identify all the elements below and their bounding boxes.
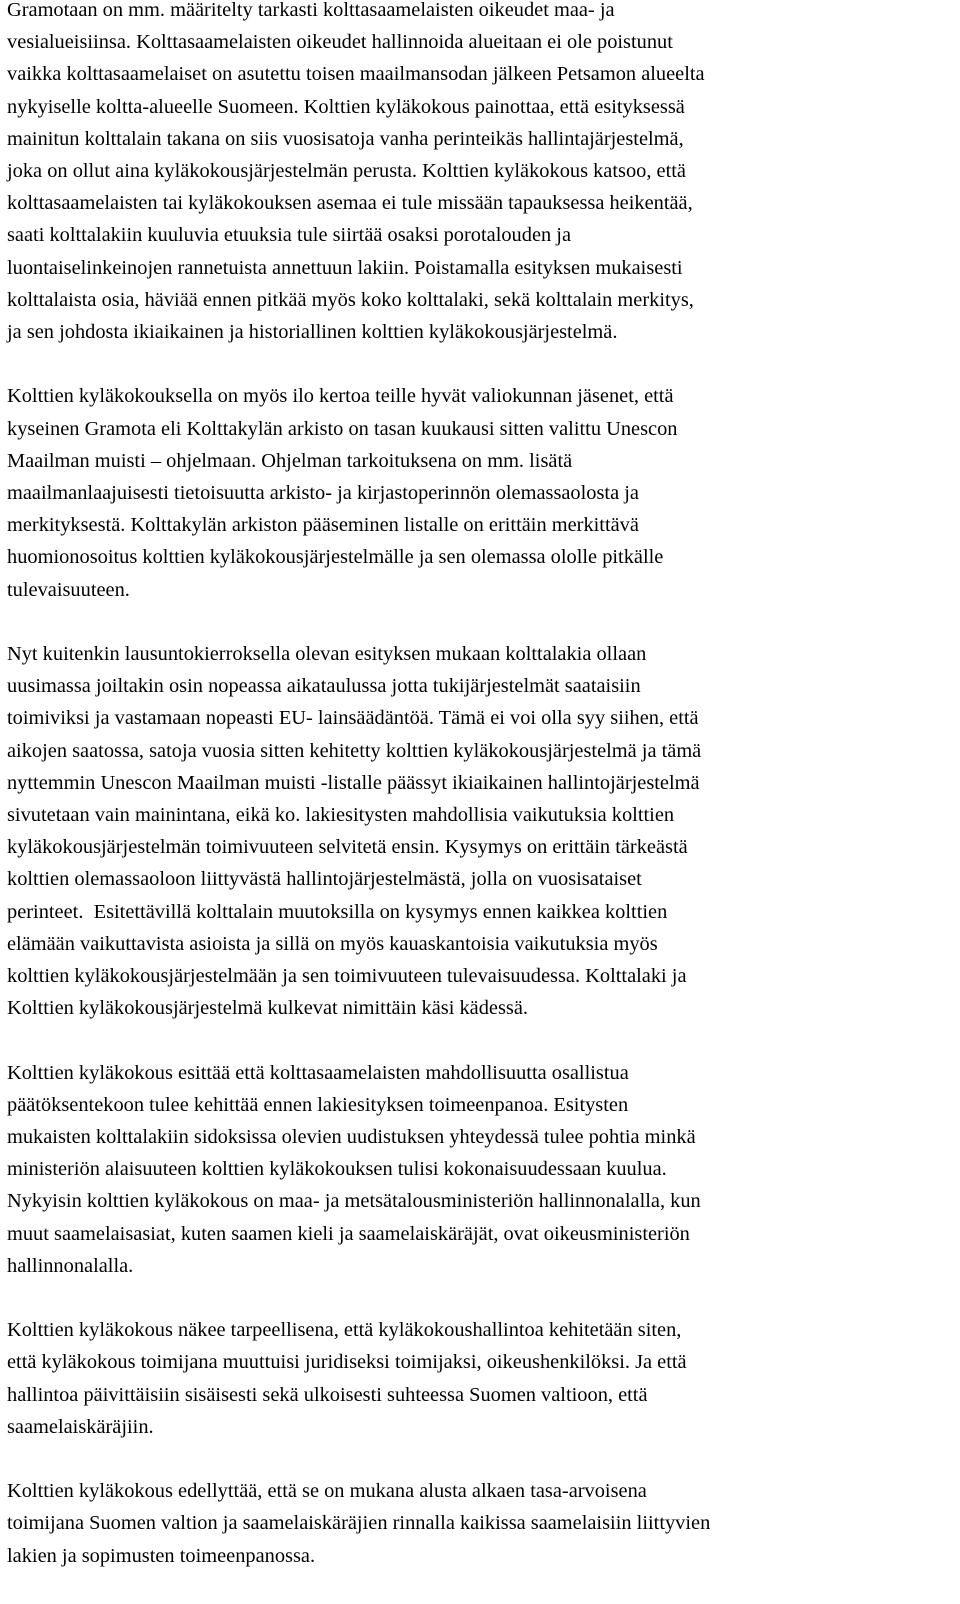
document-body	[7, 0, 957, 1572]
text-line: Nyt kuitenkin lausuntokierroksella olevan esityksen mukaan kolttalakia ollaan	[7, 643, 647, 666]
paragraph-1	[7, 0, 957, 348]
text-line: toimijana Suomen valtion ja saamelaiskäräjien rinnalla kaikissa saamelaisiin liittyvien	[7, 1512, 711, 1535]
text-line: joka on ollut aina kyläkokousjärjestelmän perusta. Kolttien kyläkokous katsoo, että	[7, 160, 686, 183]
text-line: hallinnonalalla.	[7, 1254, 134, 1277]
text-line: elämään vaikuttavista asioista ja sillä on myös kauaskantoisia vaikutuksia myös	[7, 932, 658, 955]
text-line: kyseinen Gramota eli Kolttakylän arkisto on tasan kuukausi sitten valittu Unescon	[7, 417, 678, 440]
text-line: huomionosoitus kolttien kyläkokousjärjestelmälle ja sen olemassa ololle pitkälle	[7, 546, 664, 569]
text-line: Gramotaan on mm. määritelty tarkasti kolttasaamelaisten oikeudet maa- ja	[7, 0, 615, 21]
text-line: ja sen johdosta ikiaikainen ja historiallinen kolttien kyläkokousjärjestelmä.	[7, 321, 618, 344]
text-line: uusimassa joiltakin osin nopeassa aikataulussa jotta tukijärjestelmät saataisiin	[7, 675, 641, 698]
text-line: Kolttien kyläkokous esittää että kolttasaamelaisten mahdollisuutta osallistua	[7, 1061, 629, 1084]
text-line: Kolttien kyläkokouksella on myös ilo kertoa teille hyvät valiokunnan jäsenet, että	[7, 385, 674, 408]
text-line: aikojen saatossa, satoja vuosia sitten kehitetty kolttien kyläkokousjärjestelmä ja tämä	[7, 739, 702, 762]
text-line: kolttien kyläkokousjärjestelmään ja sen toimivuuteen tulevaisuudessa. Kolttalaki ja	[7, 965, 687, 988]
text-line: kolttien olemassaoloon liittyvästä hallintojärjestelmästä, jolla on vuosisataiset	[7, 868, 642, 891]
text-line: Kolttien kyläkokous näkee tarpeellisena, että kyläkokoushallintoa kehitetään siten,	[7, 1319, 682, 1342]
text-line: Maailman muisti – ohjelmaan. Ohjelman tarkoituksena on mm. lisätä	[7, 449, 573, 472]
text-line: mukaisten kolttalakiin sidoksissa olevien uudistuksen yhteydessä tulee pohtia minkä	[7, 1126, 696, 1149]
paragraph-6	[7, 1475, 957, 1572]
text-line: mainitun kolttalain takana on siis vuosisatoja vanha perinteikäs hallintajärjestelmä,	[7, 127, 684, 150]
text-line: päätöksentekoon tulee kehittää ennen lakiesityksen toimeenpanoa. Esitysten	[7, 1093, 629, 1116]
text-line: Kolttien kyläkokousjärjestelmä kulkevat nimittäin käsi kädessä.	[7, 997, 528, 1020]
text-line: nyttemmin Unescon Maailman muisti -listalle päässyt ikiaikainen hallintojärjestelmä	[7, 771, 700, 794]
text-line: kolttasaamelaisten tai kyläkokouksen asemaa ei tule missään tapauksessa heikentää,	[7, 192, 693, 215]
text-line: merkityksestä. Kolttakylän arkiston pääseminen listalle on erittäin merkittävä	[7, 514, 639, 537]
text-line: luontaiselinkeinojen rannetuista annettuun lakiin. Poistamalla esityksen mukaisesti	[7, 256, 683, 279]
text-line: muut saamelaisasiat, kuten saamen kieli ja saamelaiskäräjät, ovat oikeusministeriön	[7, 1222, 690, 1245]
text-line: kolttalaista osia, häviää ennen pitkää myös koko kolttalaki, sekä kolttalain merkitys,	[7, 288, 694, 311]
text-line: sivutetaan vain mainintana, eikä ko. lakiesitysten mahdollisia vaikutuksia kolttien	[7, 804, 675, 827]
paragraph-3	[7, 638, 957, 1024]
text-line: toimiviksi ja vastamaan nopeasti EU- lainsäädäntöä. Tämä ei voi olla syy siihen, että	[7, 707, 699, 730]
text-line: Nykyisin kolttien kyläkokous on maa- ja metsätalousministeriön hallinnonalalla, kun	[7, 1190, 701, 1213]
text-line: ministeriön alaisuuteen kolttien kyläkokouksen tulisi kokonaisuudessaan kuulua.	[7, 1158, 667, 1181]
text-line: vesialueisiinsa. Kolttasaamelaisten oikeudet hallinnoida alueitaan ei ole poistunut	[7, 31, 673, 54]
text-line: Kolttien kyläkokous edellyttää, että se on mukana alusta alkaen tasa-arvoisena	[7, 1480, 647, 1503]
paragraph-5	[7, 1314, 957, 1443]
text-line: nykyiselle koltta-alueelle Suomeen. Kolttien kyläkokous painottaa, että esityksessä	[7, 95, 685, 118]
text-line: saamelaiskäräjiin.	[7, 1415, 154, 1438]
text-line: kyläkokousjärjestelmän toimivuuteen selvitetä ensin. Kysymys on erittäin tärkeästä	[7, 836, 688, 859]
text-line: että kyläkokous toimijana muuttuisi juridiseksi toimijaksi, oikeushenkilöksi. Ja että	[7, 1351, 687, 1374]
text-line: perinteet. Esitettävillä kolttalain muutoksilla on kysymys ennen kaikkea kolttien	[7, 900, 668, 923]
document-page	[7, 0, 957, 1604]
text-line: vaikka kolttasaamelaiset on asutettu toisen maailmansodan jälkeen Petsamon alueelta	[7, 63, 705, 86]
text-line: saati kolttalakiin kuuluvia etuuksia tule siirtää osaksi porotalouden ja	[7, 224, 572, 247]
text-line: tulevaisuuteen.	[7, 578, 130, 601]
text-line: hallintoa päivittäisiin sisäisesti sekä ulkoisesti suhteessa Suomen valtioon, että	[7, 1383, 648, 1406]
text-line: lakien ja sopimusten toimeenpanossa.	[7, 1544, 316, 1567]
paragraph-2	[7, 380, 957, 605]
paragraph-4	[7, 1057, 957, 1282]
text-line: maailmanlaajuisesti tietoisuutta arkisto- ja kirjastoperinnön olemassaolosta ja	[7, 482, 639, 505]
